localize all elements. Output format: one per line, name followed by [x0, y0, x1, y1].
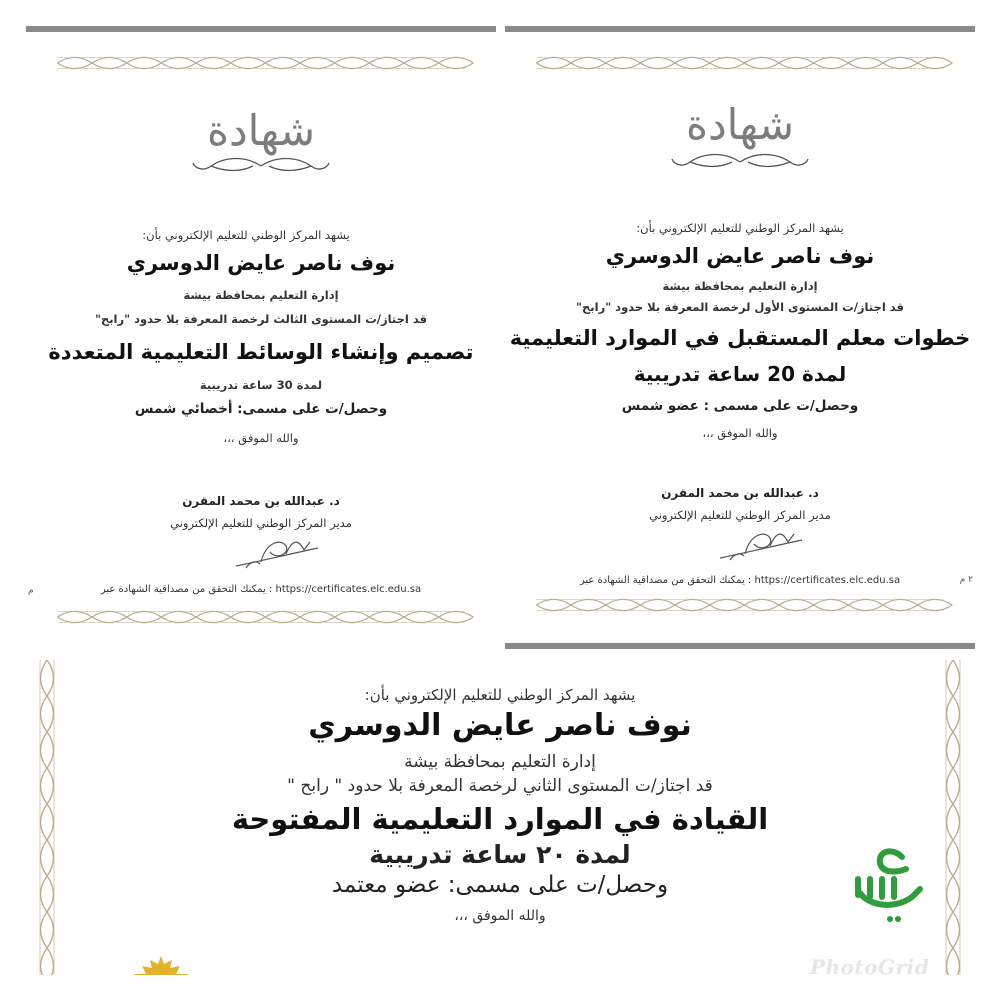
signer-name: د. عبدالله بن محمد المقرن: [661, 486, 819, 500]
ornamental-border-top: [26, 50, 496, 76]
signer-role: مدير المركز الوطني للتعليم الإلكتروني: [170, 516, 352, 530]
heading-flourish: [670, 150, 810, 174]
passed-level-text: قد اجتاز/ت المستوى الثالث لرخصة المعرفة بلا حدود "رابح": [94, 312, 428, 326]
photogrid-watermark: PhotoGrid: [810, 955, 930, 979]
training-hours: لمدة ٢٠ ساعة تدريبية: [369, 840, 631, 869]
training-hours: لمدة 30 ساعة تدريبية: [199, 378, 323, 392]
earned-title: وحصل/ت على مسمى: عضو معتمد: [331, 872, 669, 898]
course-title: تصميم وإنشاء الوسائط التعليمية المتعددة: [48, 340, 474, 364]
closing-text: والله الموفق ،،،: [454, 908, 546, 924]
signature-image: [226, 532, 326, 572]
certificate-level-2: [26, 660, 974, 975]
frame-bottom-bar: [505, 643, 975, 649]
passed-level-text: قد اجتاز/ت المستوى الثاني لرخصة المعرفة بلا حدود " رابح ": [287, 776, 713, 796]
certificate-heading: شهادة: [685, 100, 795, 149]
closing-text: والله الموفق ،،،: [223, 431, 299, 445]
recipient-name: نوف ناصر عايض الدوسري: [308, 708, 692, 743]
certificate-heading: شهادة: [206, 106, 316, 155]
ornamental-border-bottom: [26, 604, 496, 630]
course-title: القيادة في الموارد التعليمية المفتوحة: [231, 802, 769, 836]
frame-top-bar: [26, 26, 496, 32]
course-title: خطوات معلم المستقبل في الموارد التعليمية: [509, 326, 971, 350]
training-hours: لمدة 20 ساعة تدريبية: [633, 362, 847, 386]
earned-title: وحصل/ت على مسمى : عضو شمس: [621, 398, 859, 414]
intro-text: يشهد المركز الوطني للتعليم الإلكتروني بأن:: [636, 221, 844, 235]
verification-note: يمكنك التحقق من مصداقية الشهادة عبر : https://certificates.elc.edu.sa: [579, 575, 901, 586]
department-text: إدارة التعليم بمحافظة بيشة: [183, 288, 339, 302]
ornamental-border-bottom: [505, 592, 975, 618]
passed-level-text: قد اجتاز/ت المستوى الأول لرخصة المعرفة بلا حدود "رابح": [576, 300, 904, 314]
frame-top-bar: [505, 26, 975, 32]
yaseer-logo-icon: [840, 835, 930, 930]
recipient-name: نوف ناصر عايض الدوسري: [126, 251, 396, 275]
heading-flourish: [191, 154, 331, 178]
certificate-level-1: [505, 26, 975, 651]
certificate-level-3: [26, 26, 496, 636]
signer-name: د. عبدالله بن محمد المقرن: [182, 494, 340, 508]
signer-role: مدير المركز الوطني للتعليم الإلكتروني: [649, 508, 831, 522]
closing-text: والله الموفق ،،،: [702, 426, 778, 440]
verification-note: يمكنك التحقق من مصداقية الشهادة عبر : https://certificates.elc.edu.sa: [100, 584, 422, 595]
earned-title: وحصل/ت على مسمى: أخصائي شمس: [134, 401, 388, 417]
signature-image: [710, 524, 810, 564]
ornamental-border-top: [505, 50, 975, 76]
recipient-name: نوف ناصر عايض الدوسري: [605, 244, 875, 268]
page-mark: ٢ م: [959, 575, 973, 585]
intro-text: يشهد المركز الوطني للتعليم الإلكتروني بأن:: [142, 228, 350, 242]
intro-text: يشهد المركز الوطني للتعليم الإلكتروني بأن:: [364, 686, 636, 704]
department-text: إدارة التعليم بمحافظة بيشة: [662, 279, 818, 293]
gold-seal-icon: [126, 952, 196, 975]
department-text: إدارة التعليم بمحافظة بيشة: [404, 752, 596, 772]
page-mark: م: [28, 586, 34, 596]
